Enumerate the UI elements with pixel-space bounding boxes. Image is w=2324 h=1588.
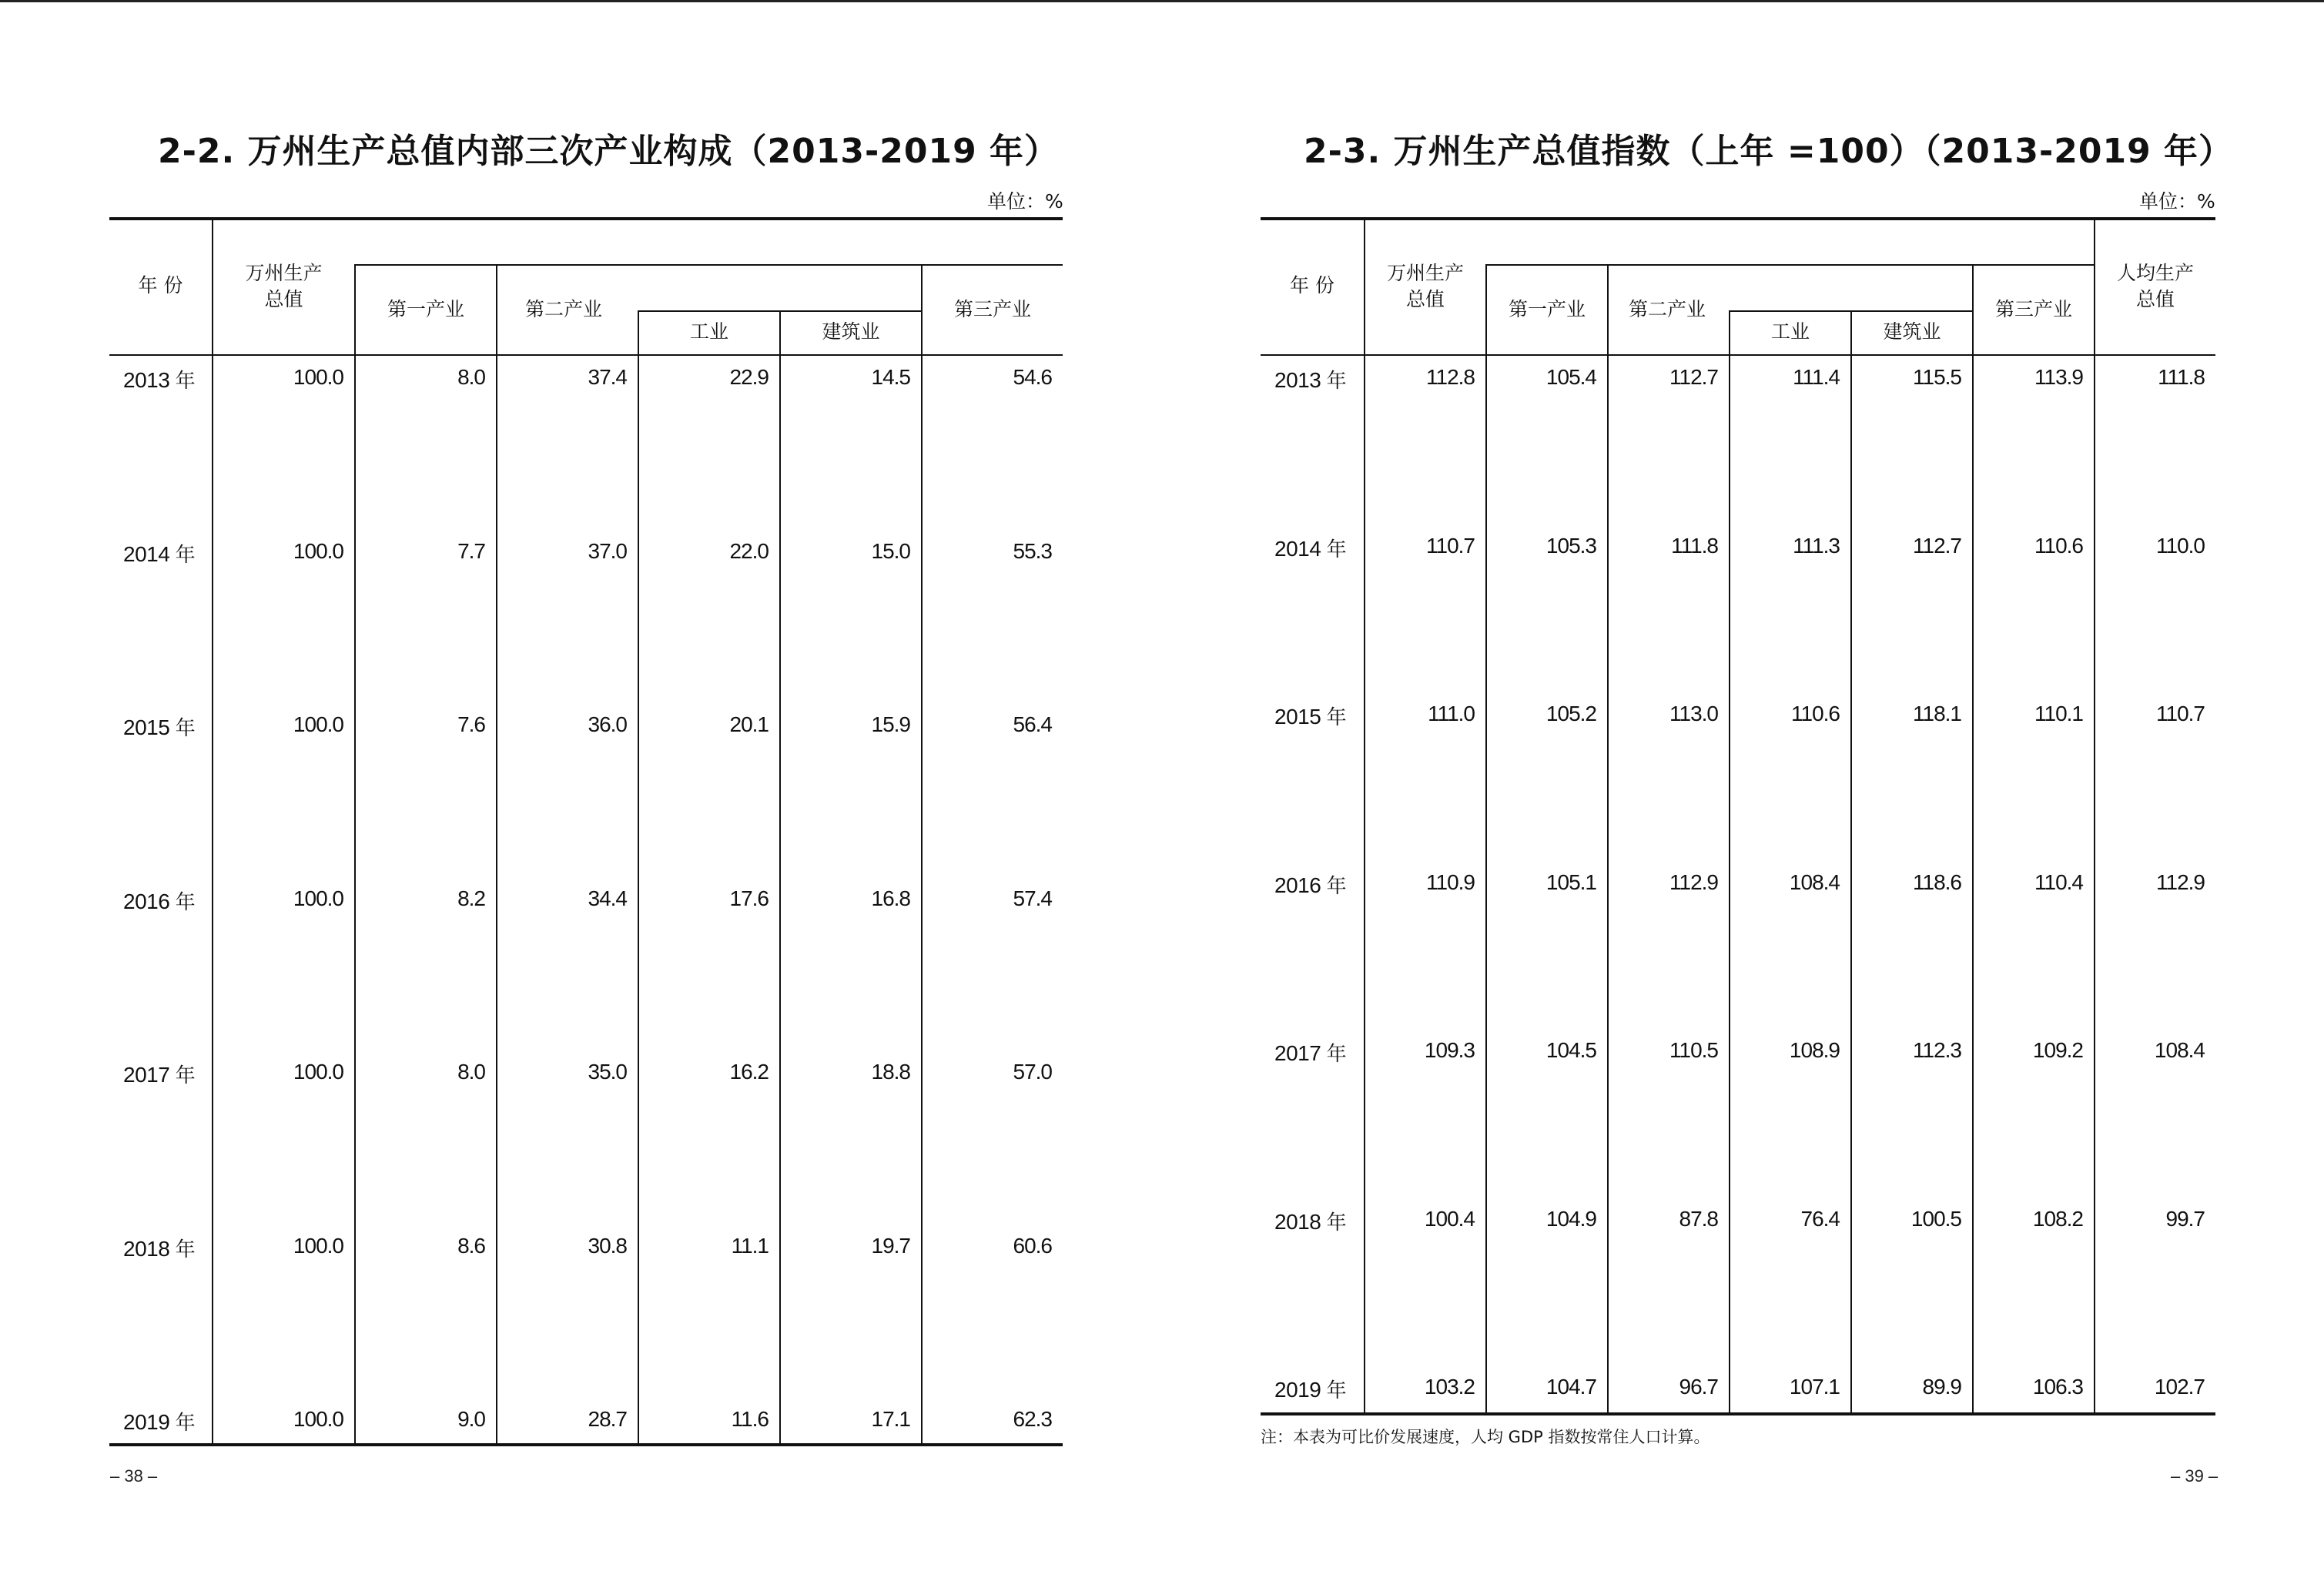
table-cell: 87.8 xyxy=(1679,1206,1718,1231)
table-cell: 112.7 xyxy=(1669,365,1718,389)
year-suffix: 年 xyxy=(175,717,196,740)
year-suffix: 年 xyxy=(175,1238,196,1261)
table-cell: 110.0 xyxy=(2156,533,2205,558)
right-page xyxy=(1162,0,2324,1588)
table-cell: 104.9 xyxy=(1545,1206,1596,1231)
col-divider xyxy=(1729,310,1730,1414)
table-cell: 28.7 xyxy=(588,1407,627,1431)
table-cell: 62.3 xyxy=(1013,1407,1052,1431)
year-value: 2014 xyxy=(123,541,170,566)
table-cell: 110.6 xyxy=(2034,533,2083,558)
table-cell: 100.0 xyxy=(293,1233,343,1258)
table-cell: 100.5 xyxy=(1910,1206,1961,1231)
table-2-2-title: 2-2. 万州生产总值内部三次产业构成（2013-2019 年） xyxy=(158,132,1060,171)
table-cell: 110.6 xyxy=(1791,702,1840,725)
year-value: 2013 xyxy=(1274,368,1321,392)
table-cell: 111.4 xyxy=(1793,365,1840,389)
header-tertiary: 第三产业 xyxy=(1994,298,2072,320)
row-year xyxy=(123,1060,196,1088)
table-cell: 8.0 xyxy=(457,1060,485,1084)
table-cell: 105.4 xyxy=(1545,365,1596,389)
table-cell: 103.2 xyxy=(1424,1375,1475,1399)
table-cell: 102.7 xyxy=(2154,1375,2205,1399)
header-secondary: 第二产业 xyxy=(1629,298,1706,320)
year-value: 2019 xyxy=(1274,1378,1321,1402)
table-cell: 118.1 xyxy=(1913,702,1961,725)
year-suffix: 年 xyxy=(175,543,196,567)
table-note: 注：本表为可比价发展速度，人均 GDP 指数按常住人口计算。 xyxy=(1261,1428,1710,1446)
row-year xyxy=(123,712,196,741)
year-suffix: 年 xyxy=(1326,370,1347,393)
year-suffix: 年 xyxy=(1326,706,1347,729)
table-cell: 112.3 xyxy=(1913,1038,1961,1062)
header-year: 年 份 xyxy=(1290,274,1334,296)
header-industry: 工业 xyxy=(1770,320,1810,343)
table-cell: 11.6 xyxy=(731,1407,769,1431)
row-year xyxy=(1274,1207,1347,1235)
col-divider xyxy=(1850,310,1852,1414)
table-cell: 105.2 xyxy=(1545,702,1596,725)
year-value: 2013 xyxy=(123,368,170,392)
table-cell: 89.9 xyxy=(1922,1375,1961,1399)
table-cell: 8.6 xyxy=(457,1233,485,1258)
table-cell: 104.5 xyxy=(1545,1038,1596,1062)
year-value: 2018 xyxy=(1274,1209,1321,1234)
table-cell: 108.2 xyxy=(2032,1206,2083,1231)
table-cell: 7.6 xyxy=(457,712,485,736)
table-cell: 16.8 xyxy=(871,886,910,910)
row-year xyxy=(123,1234,196,1262)
table-cell: 110.4 xyxy=(2034,869,2083,894)
table-top-rule xyxy=(109,217,1063,220)
table-cell: 110.5 xyxy=(1669,1038,1718,1062)
col-divider xyxy=(779,310,781,1445)
header-construction: 建筑业 xyxy=(1883,320,1941,343)
table-cell: 109.3 xyxy=(1424,1038,1475,1062)
col-divider xyxy=(1485,264,1487,1414)
year-value: 2015 xyxy=(1274,705,1321,729)
table-cell: 35.0 xyxy=(588,1060,627,1084)
year-value: 2016 xyxy=(123,889,170,913)
unit-label: 单位：% xyxy=(2139,190,2215,213)
year-value: 2018 xyxy=(123,1236,170,1261)
table-cell: 112.9 xyxy=(2156,869,2205,894)
header-per-capita: 人均生产 总值 xyxy=(2116,262,2194,310)
table-cell: 105.3 xyxy=(1545,533,1596,558)
col-divider xyxy=(1607,264,1609,1414)
table-cell: 104.7 xyxy=(1545,1375,1596,1399)
unit-label: 单位：% xyxy=(987,190,1063,213)
year-suffix: 年 xyxy=(1326,538,1347,561)
table-cell: 106.3 xyxy=(2032,1375,2083,1399)
table-cell: 112.9 xyxy=(1669,869,1718,894)
year-suffix: 年 xyxy=(175,890,196,914)
table-cell: 16.2 xyxy=(729,1060,769,1084)
table-cell: 110.7 xyxy=(2156,702,2205,725)
header-primary: 第一产业 xyxy=(1508,298,1586,320)
year-value: 2016 xyxy=(1274,873,1321,897)
col-divider xyxy=(638,310,639,1445)
table-cell: 14.5 xyxy=(871,365,910,389)
year-suffix: 年 xyxy=(1326,874,1347,898)
group-header-rule xyxy=(1485,264,2094,266)
col-divider xyxy=(2094,217,2095,1414)
table-cell: 22.0 xyxy=(729,538,769,563)
col-divider xyxy=(1364,217,1365,1414)
row-year xyxy=(1274,1375,1347,1403)
table-cell: 100.0 xyxy=(293,538,343,563)
table-cell: 36.0 xyxy=(588,712,627,736)
header-industry: 工业 xyxy=(689,320,728,343)
table-top-rule xyxy=(1261,217,2215,220)
year-value: 2017 xyxy=(123,1063,170,1087)
year-value: 2019 xyxy=(123,1410,170,1434)
table-cell: 8.0 xyxy=(457,365,485,389)
table-cell: 17.6 xyxy=(729,886,769,910)
table-cell: 17.1 xyxy=(871,1407,910,1431)
row-year xyxy=(123,1407,196,1436)
header-construction: 建筑业 xyxy=(822,320,880,343)
table-cell: 20.1 xyxy=(729,712,769,736)
table-cell: 108.9 xyxy=(1789,1038,1840,1062)
table-cell: 22.9 xyxy=(729,365,769,389)
table-cell: 108.4 xyxy=(1789,869,1840,894)
header-secondary: 第二产业 xyxy=(525,298,603,320)
table-cell: 30.8 xyxy=(588,1233,627,1258)
header-bottom-rule xyxy=(109,354,1063,356)
table-cell: 113.9 xyxy=(2034,365,2083,389)
table-cell: 99.7 xyxy=(2165,1206,2205,1231)
table-cell: 100.4 xyxy=(1424,1206,1475,1231)
table-cell: 37.0 xyxy=(588,538,627,563)
table-cell: 108.4 xyxy=(2154,1038,2205,1062)
table-cell: 107.1 xyxy=(1789,1375,1840,1399)
table-cell: 34.4 xyxy=(588,886,627,910)
table-cell: 100.0 xyxy=(293,1060,343,1084)
header-year: 年 份 xyxy=(138,274,183,296)
col-divider xyxy=(1972,264,1974,1414)
table-cell: 100.0 xyxy=(293,1407,343,1431)
table-cell: 76.4 xyxy=(1800,1206,1840,1231)
table-cell: 118.6 xyxy=(1913,869,1961,894)
year-suffix: 年 xyxy=(175,1412,196,1435)
table-cell: 18.8 xyxy=(871,1060,910,1084)
year-suffix: 年 xyxy=(1326,1043,1347,1066)
table-cell: 115.5 xyxy=(1913,365,1961,389)
table-cell: 7.7 xyxy=(457,538,485,563)
table-cell: 100.0 xyxy=(293,712,343,736)
table-cell: 56.4 xyxy=(1013,712,1052,736)
table-cell: 111.8 xyxy=(1671,533,1718,558)
table-cell: 110.1 xyxy=(2034,702,2083,725)
table-cell: 100.0 xyxy=(293,365,343,389)
year-suffix: 年 xyxy=(1326,1211,1347,1235)
table-cell: 110.9 xyxy=(1426,869,1475,894)
page-number: – 38 – xyxy=(110,1466,158,1486)
year-suffix: 年 xyxy=(175,1064,196,1087)
page-number: – 39 – xyxy=(2171,1466,2219,1486)
table-cell: 15.9 xyxy=(871,712,910,736)
year-suffix: 年 xyxy=(1326,1379,1347,1402)
table-cell: 110.7 xyxy=(1426,533,1475,558)
table-cell: 54.6 xyxy=(1013,365,1052,389)
table-cell: 112.7 xyxy=(1913,533,1961,558)
table-cell: 55.3 xyxy=(1013,538,1052,563)
col-divider xyxy=(921,264,923,1445)
table-cell: 111.3 xyxy=(1793,533,1840,558)
col-divider xyxy=(354,264,356,1445)
row-year xyxy=(123,886,196,915)
header-gdp: 万州生产 总值 xyxy=(245,262,323,310)
row-year xyxy=(1274,1038,1347,1067)
table-bottom-rule xyxy=(1261,1412,2215,1415)
table-cell: 19.7 xyxy=(871,1233,910,1258)
row-year xyxy=(123,539,196,568)
table-cell: 37.4 xyxy=(588,365,627,389)
table-cell: 11.1 xyxy=(731,1233,769,1258)
col-divider xyxy=(212,217,213,1445)
table-cell: 109.2 xyxy=(2032,1038,2083,1062)
table-cell: 57.0 xyxy=(1013,1060,1052,1084)
col-divider xyxy=(496,264,497,1445)
row-year xyxy=(1274,365,1347,394)
table-2-3-title: 2-3. 万州生产总值指数（上年 =100）（2013-2019 年） xyxy=(1304,132,2234,171)
table-cell: 96.7 xyxy=(1679,1375,1718,1399)
table-cell: 113.0 xyxy=(1669,702,1718,725)
table-cell: 111.0 xyxy=(1428,702,1475,725)
row-year xyxy=(123,365,196,394)
table-cell: 100.0 xyxy=(293,886,343,910)
row-year xyxy=(1274,702,1347,730)
header-bottom-rule xyxy=(1261,354,2215,356)
table-cell: 60.6 xyxy=(1013,1233,1052,1258)
header-gdp: 万州生产 总值 xyxy=(1386,262,1464,310)
header-tertiary: 第三产业 xyxy=(953,298,1031,320)
table-cell: 105.1 xyxy=(1545,869,1596,894)
row-year xyxy=(1274,534,1347,562)
table-cell: 15.0 xyxy=(871,538,910,563)
year-value: 2017 xyxy=(1274,1041,1321,1065)
table-bottom-rule xyxy=(109,1443,1063,1446)
header-primary: 第一产业 xyxy=(387,298,464,320)
row-year xyxy=(1274,870,1347,899)
table-cell: 111.8 xyxy=(2158,365,2205,389)
table-cell: 112.8 xyxy=(1426,365,1475,389)
table-cell: 57.4 xyxy=(1013,886,1052,910)
year-suffix: 年 xyxy=(175,370,196,393)
table-cell: 9.0 xyxy=(457,1407,485,1431)
year-value: 2014 xyxy=(1274,536,1321,561)
table-cell: 8.2 xyxy=(457,886,485,910)
group-header-rule xyxy=(354,264,1063,266)
year-value: 2015 xyxy=(123,715,170,739)
